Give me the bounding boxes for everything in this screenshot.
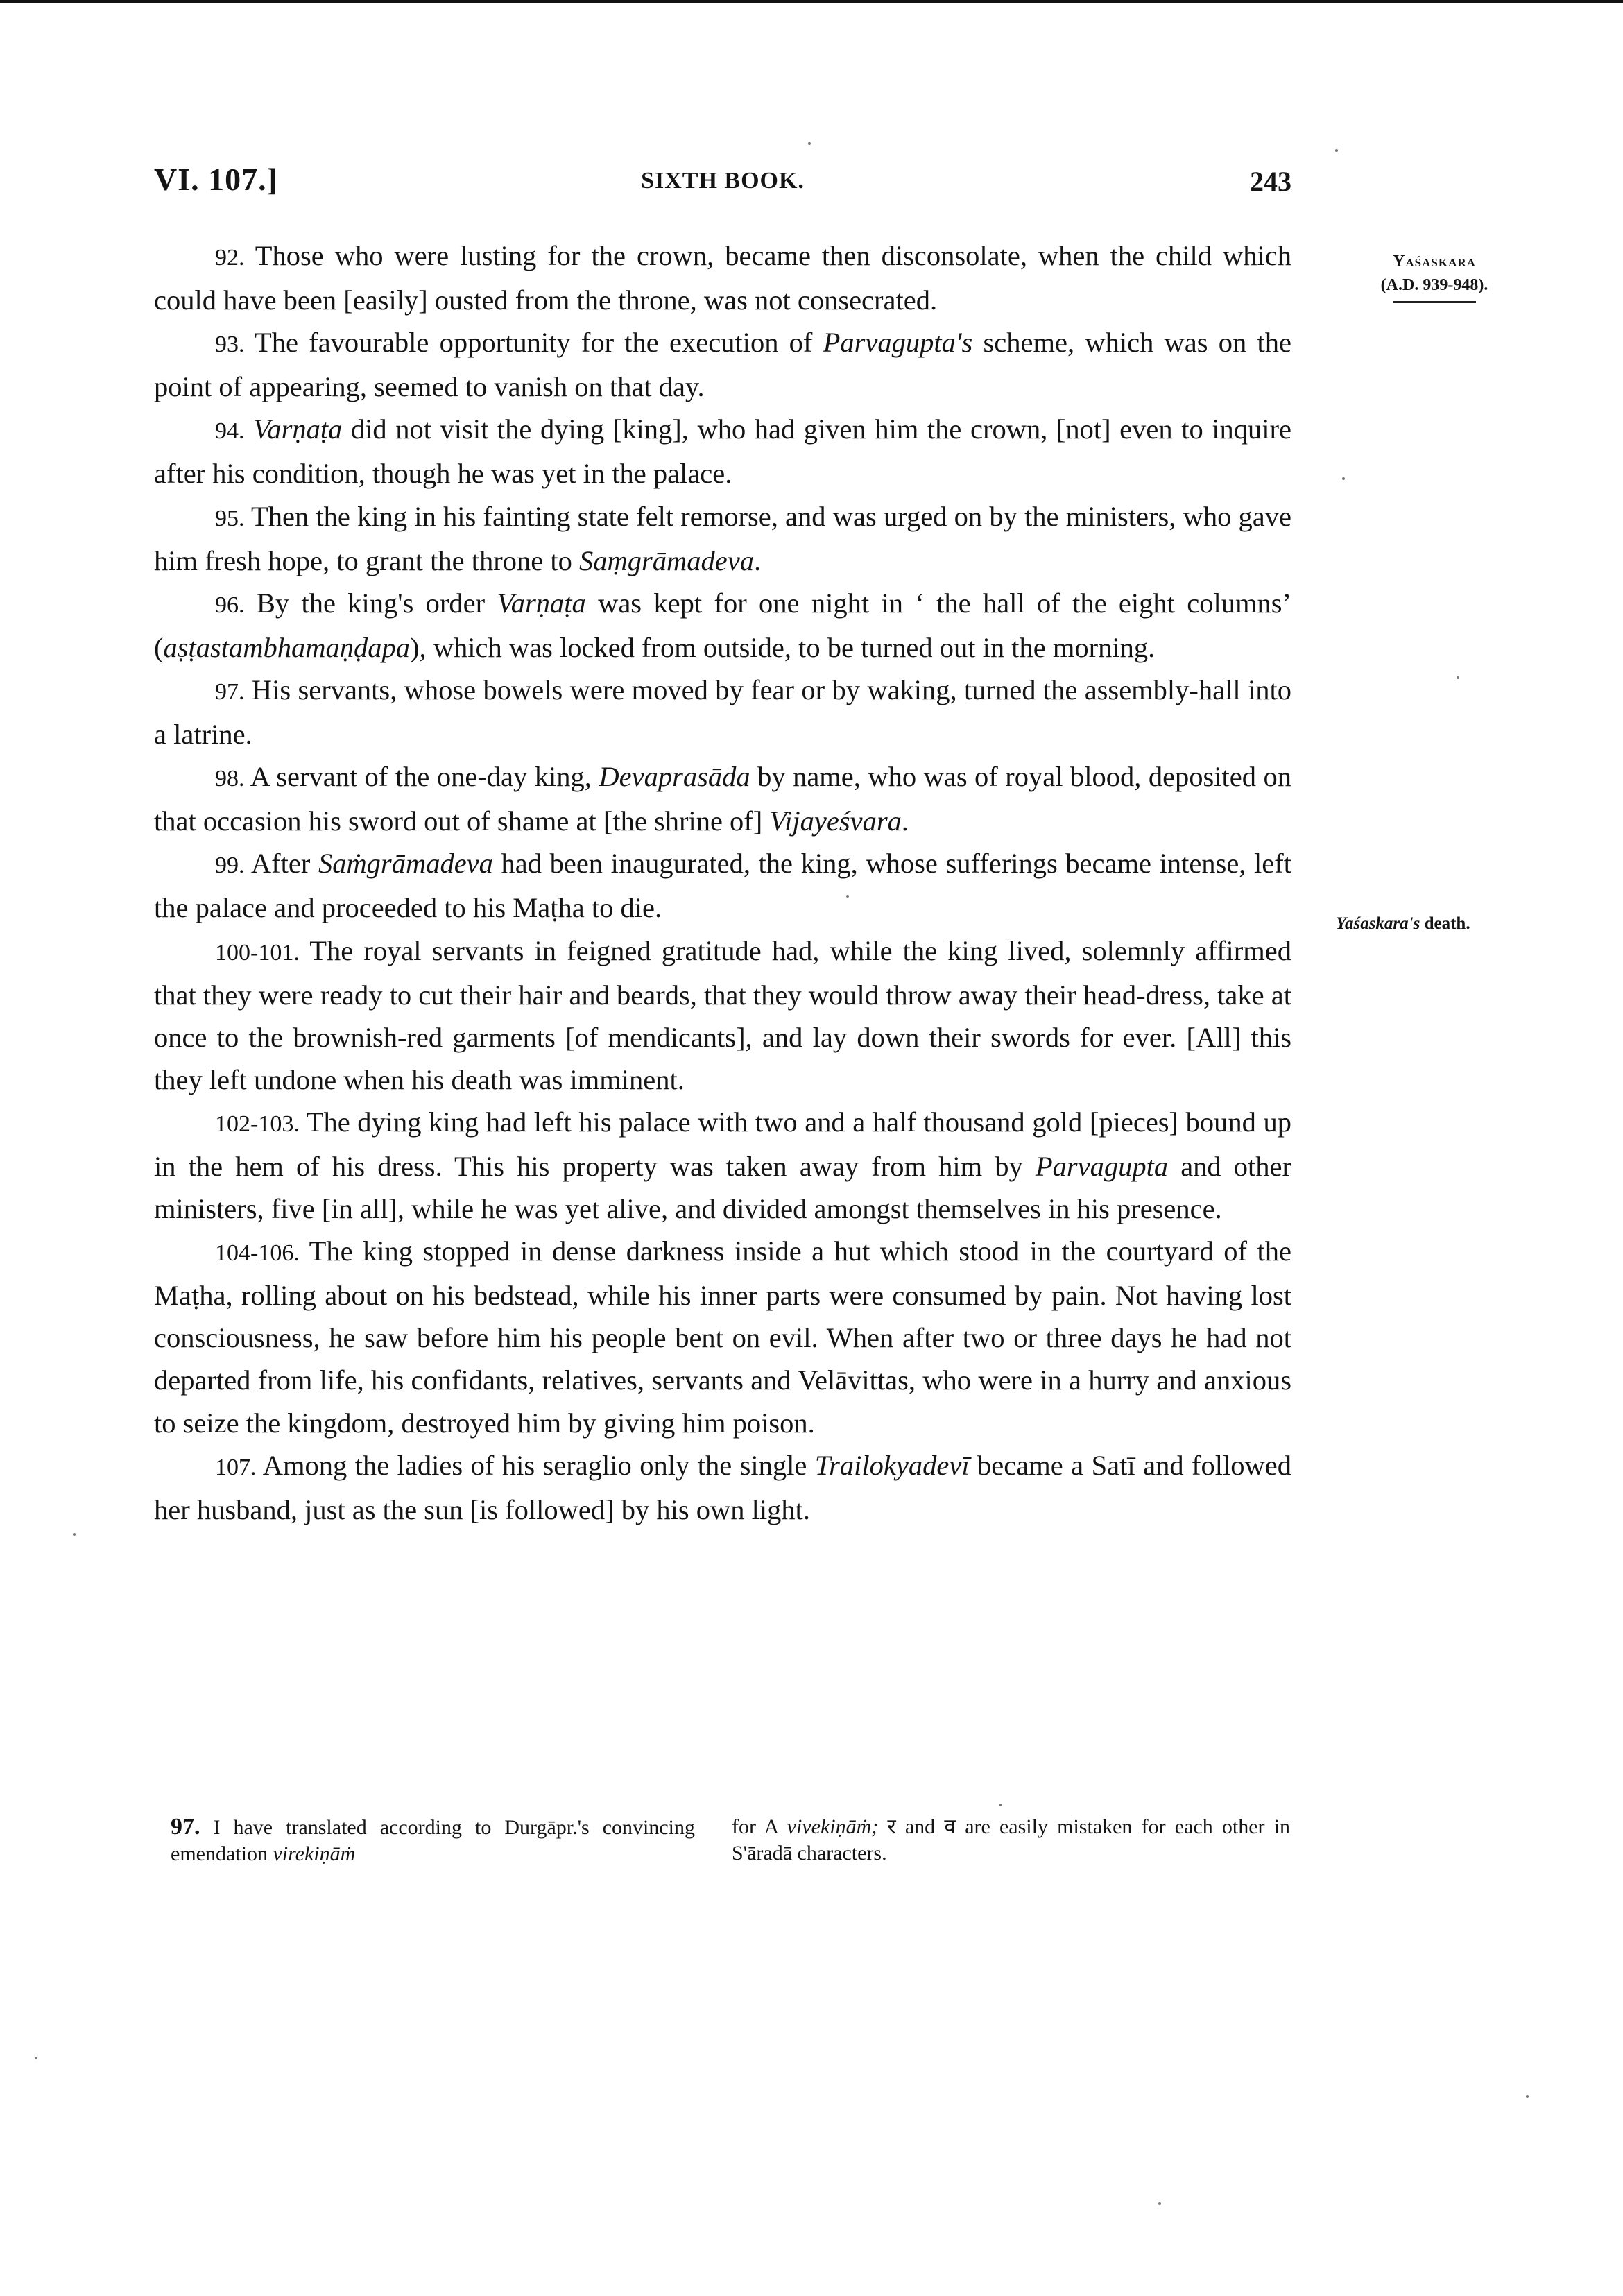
verse-number: 99. [215, 853, 245, 879]
verse-text: was kept for one night in ‘ the hall of the eight columns’ ( [154, 587, 1291, 663]
verse-102-103 [154, 1101, 1291, 1230]
verse-text: The favourable opportunity for the execution of [255, 327, 823, 359]
scan-speck [999, 1804, 1002, 1806]
scan-speck [1342, 477, 1345, 480]
verse-96 [154, 582, 1291, 669]
verse-text: After [250, 848, 318, 880]
margin-note-death-word: death. [1424, 914, 1470, 933]
verse-text: Those who were lusting for the crown, became then disconsolate, when the child which could have been [easily] ousted from the throne, was not consecrated. [154, 240, 1291, 316]
verse-text: by name, who was of royal blood, deposited on that occasion his sword out of shame at [the shrine of] [154, 761, 1292, 837]
verse-text: scheme, which was on the point of appearing, seemed to vanish on that day. [154, 327, 1291, 403]
verse-number: 107. [215, 1454, 257, 1480]
scan-speck [35, 2057, 37, 2059]
scan-speck [73, 1533, 76, 1536]
verse-text: Then the king in his fainting state felt remorse, and was urged on by the ministers, who gave him fresh hope, to grant the throne to [154, 500, 1291, 576]
verse-number: 92. [215, 245, 245, 271]
verse-107 [154, 1444, 1291, 1531]
verse-92 [154, 234, 1291, 321]
verse-text: By the king's order [256, 587, 497, 619]
verse-100-101 [154, 929, 1291, 1101]
verse-number: 104-106. [215, 1240, 300, 1267]
verse-number: 94. [215, 418, 245, 445]
footnote-number: 97. [171, 1814, 200, 1840]
verse-text: and other ministers, five [in all], while he was yet alive, and divided amongst themselves in his presence. [154, 1150, 1291, 1225]
verse-104-106 [154, 1230, 1291, 1443]
verse-95 [154, 495, 1291, 582]
verse-number: 96. [215, 592, 245, 618]
footnote-italic: vivekiṇāṁ; [787, 1815, 879, 1838]
verse-93 [154, 321, 1291, 408]
verse-text: ), which was locked from outside, to be turned out in the morning. [410, 631, 1156, 663]
footnote-left-column [171, 1814, 695, 1867]
verse-text: . [901, 805, 909, 837]
verse-text: A servant of the one-day king, [250, 761, 599, 793]
scan-speck [1335, 149, 1338, 152]
margin-note-dates: (A.D. 939-948). [1380, 276, 1488, 294]
margin-note-rule [1393, 301, 1476, 303]
footnote-text: for A [732, 1815, 787, 1838]
verse-99 [154, 842, 1291, 929]
verse-text: did not visit the dying [king], who had given him the crown, [not] even to inquire after his condition, though he was yet in the palace. [154, 413, 1291, 490]
verse-text: Among the ladies of his seraglio only the single [262, 1449, 815, 1481]
verse-94 [154, 408, 1291, 495]
top-border-line [0, 0, 1623, 3]
verse-italic: Parvagupta [1035, 1150, 1169, 1182]
margin-note-king-name: Yaśaskara [1393, 252, 1476, 271]
scan-speck [846, 895, 849, 898]
page-number: 243 [1250, 166, 1291, 197]
page-header [154, 161, 1291, 209]
verse-text: The royal servants in feigned gratitude had, while the king lived, solemnly affirmed that they were ready to cut their hair and beards, that they would throw away their head-dress, take at once to the brownish-red garments [of mendicants], and lay down their swords for ever. [All] this they left undone when his death was imminent. [154, 934, 1291, 1095]
verse-italic: Parvagupta's [823, 327, 973, 359]
verse-text: The king stopped in dense darkness inside a hut which stood in the courtyard of the Maṭha, rolling about on his bedstead, while his inner parts were consumed by pain. Not having lost consciousness, he saw before him his people bent on evil. When after two or three days he had not departed from life, his confidants, relatives, servants and Velāvittas, who were in a hurry and anxious to seize the kingdom, destroyed him by giving him poison. [154, 1235, 1291, 1439]
scan-speck [808, 142, 811, 145]
verse-number: 102-103. [215, 1111, 300, 1137]
verse-italic: Trailokyadevī [814, 1449, 970, 1481]
running-title: SIXTH BOOK. [641, 168, 805, 194]
verse-italic: Vijayeśvara [769, 805, 902, 837]
verse-text: became a Satī and followed her husband, just as the sun [is followed] by his own light. [154, 1449, 1292, 1525]
verse-text: had been inaugurated, the king, whose sufferings became intense, left the palace and proceeded to his Maṭha to die. [154, 848, 1291, 924]
main-text [154, 234, 1291, 1531]
verse-number: 100-101. [215, 939, 300, 966]
margin-note-reign [1351, 250, 1518, 303]
verse-italic: aṣṭastambhamaṇḍapa [163, 631, 411, 663]
section-reference: VI. 107.] [154, 162, 278, 197]
verse-italic: Varṇaṭa [253, 413, 343, 445]
verse-italic: Varṇaṭa [497, 587, 586, 619]
scan-speck [1457, 676, 1459, 679]
verse-number: 97. [215, 678, 245, 705]
scan-speck [1526, 2095, 1529, 2098]
verse-italic: Saṁgrāmadeva [318, 848, 493, 880]
verse-97 [154, 669, 1291, 755]
scan-speck [1158, 2202, 1161, 2205]
verse-98 [154, 755, 1291, 842]
footnote-right-column [732, 1814, 1290, 1867]
footnote-text: I have translated according to Durgāpr.'s convincing emendation [171, 1816, 695, 1865]
margin-note-death [1336, 914, 1537, 934]
verse-number: 98. [215, 766, 245, 792]
verse-text: The dying king had left his palace with two and a half thousand gold [pieces] bound up in the hem of his dress. This his property was taken away from him by [154, 1106, 1291, 1182]
verse-number: 95. [215, 505, 245, 531]
footnote-text: र and व are easily mistaken for each other in S'āradā characters. [732, 1815, 1290, 1865]
footnote-italic: virekiṇāṁ [273, 1842, 356, 1865]
verse-text: . [753, 545, 762, 576]
verse-italic: Devaprasāda [599, 761, 750, 793]
margin-note-death-name: Yaśaskara's [1336, 914, 1420, 933]
verse-italic: Saṃgrāmadeva [578, 545, 754, 576]
verse-text: His servants, whose bowels were moved by fear or by waking, turned the assembly-hall into a latrine. [154, 674, 1292, 751]
verse-number: 93. [215, 332, 245, 358]
